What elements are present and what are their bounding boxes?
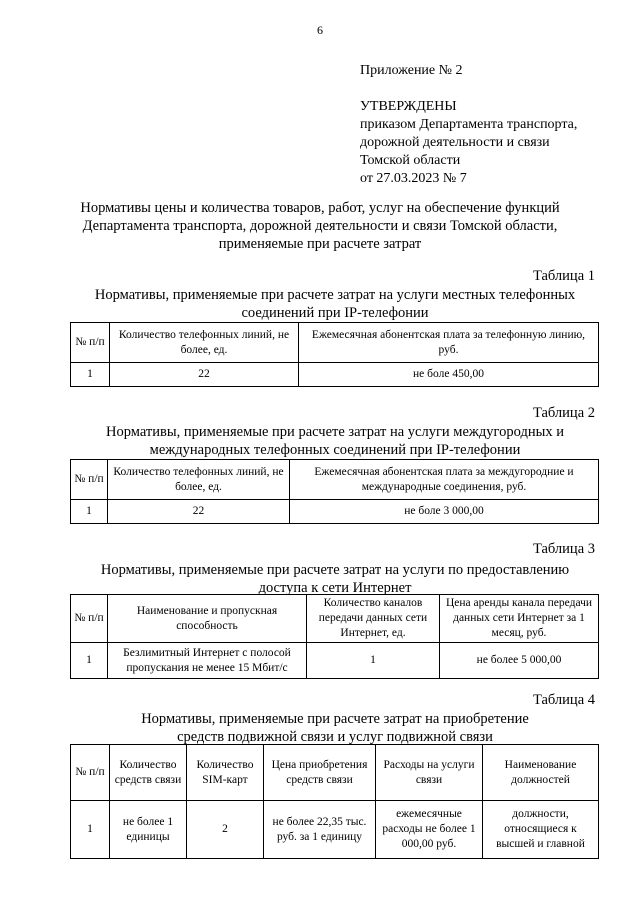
table1-caption: Таблица 1 (532, 268, 595, 284)
document-title (40, 199, 600, 253)
col-price-header: Цена приобретения средств связи (264, 745, 376, 801)
table4-caption: Таблица 4 (532, 692, 595, 708)
cell-channels: 1 (307, 643, 440, 679)
col-fee-header: Ежемесячная абонентская плата за телефонную линию, руб. (299, 323, 599, 363)
table3-title (50, 561, 620, 597)
col-count-header: Количество средств связи (110, 745, 187, 801)
table4-title (50, 710, 620, 746)
approval-line: дорожной деятельности и связи (360, 135, 550, 150)
cell-num: 1 (71, 643, 108, 679)
cell-sim: 2 (187, 801, 264, 859)
col-num-header: № п/п (71, 595, 108, 643)
table-title-line: Нормативы, применяемые при расчете затрат на услуги местных телефонных (94, 287, 576, 303)
approval-date: от 27.03.2023 № 7 (360, 171, 467, 186)
table3 (70, 594, 599, 679)
col-fee-header: Ежемесячная абонентская плата за междугородние и международные соединения, руб. (290, 460, 599, 500)
col-num-header: № п/п (71, 323, 110, 363)
cell-price: не более 5 000,00 (440, 643, 599, 679)
approved-label: УТВЕРЖДЕНЫ (360, 99, 457, 114)
col-num-header: № п/п (71, 460, 108, 500)
cell-fee: не боле 450,00 (299, 363, 599, 387)
col-lines-header: Количество телефонных линий, не более, ед. (110, 323, 299, 363)
table1 (70, 322, 599, 387)
col-sim-header: Количество SIM-карт (187, 745, 264, 801)
cell-num: 1 (71, 500, 108, 524)
col-channels-header: Количество каналов передачи данных сети Интернет, ед. (307, 595, 440, 643)
page-number: 6 (317, 23, 323, 37)
cell-positions: должности, относящиеся к высшей и главной (483, 801, 599, 859)
title-line: применяемые при расчете затрат (218, 236, 422, 252)
table-title-line: средств подвижной связи и услуг подвижной связи (177, 729, 493, 745)
title-line: Нормативы цены и количества товаров, работ, услуг на обеспечение функций (80, 200, 560, 216)
table4 (70, 744, 599, 859)
cell-costs: ежемесячные расходы не более 1 000,00 руб. (376, 801, 483, 859)
col-price-header: Цена аренды канала передачи данных сети Интернет за 1 месяц, руб. (440, 595, 599, 643)
approval-line: Томской области (360, 153, 461, 168)
approval-block (360, 62, 577, 188)
approval-line: приказом Департамента транспорта, (360, 117, 578, 132)
col-name-header: Наименование и пропускная способность (108, 595, 307, 643)
title-line: Департамента транспорта, дорожной деятельности и связи Томской области, (82, 218, 558, 234)
col-lines-header: Количество телефонных линий, не более, ед. (108, 460, 290, 500)
cell-fee: не боле 3 000,00 (290, 500, 599, 524)
cell-num: 1 (71, 801, 110, 859)
table2-caption: Таблица 2 (532, 405, 595, 421)
table1-title (50, 286, 620, 322)
cell-num: 1 (71, 363, 110, 387)
table3-caption: Таблица 3 (532, 541, 595, 557)
col-costs-header: Расходы на услуги связи (376, 745, 483, 801)
cell-count: не более 1 единицы (110, 801, 187, 859)
cell-lines: 22 (110, 363, 299, 387)
cell-lines: 22 (108, 500, 290, 524)
table-title-line: соединений при IP-телефонии (241, 305, 429, 321)
table-title-line: Нормативы, применяемые при расчете затрат на приобретение (141, 711, 529, 727)
cell-price: не более 22,35 тыс. руб. за 1 единицу (264, 801, 376, 859)
table-title-line: Нормативы, применяемые при расчете затрат на услуги по предоставлению (100, 562, 570, 578)
col-positions-header: Наименование должностей (483, 745, 599, 801)
table2 (70, 459, 599, 524)
table-title-line: Нормативы, применяемые при расчете затрат на услуги междугородных и (106, 424, 564, 440)
appendix-label: Приложение № 2 (360, 63, 463, 78)
col-num-header: № п/п (71, 745, 110, 801)
table-title-line: международных телефонных соединений при IP-телефонии (149, 442, 521, 458)
table-title-line: доступа к сети Интернет (258, 580, 412, 596)
cell-name: Безлимитный Интернет с полосой пропускания не менее 15 Мбит/с (108, 643, 307, 679)
table2-title (50, 423, 620, 459)
